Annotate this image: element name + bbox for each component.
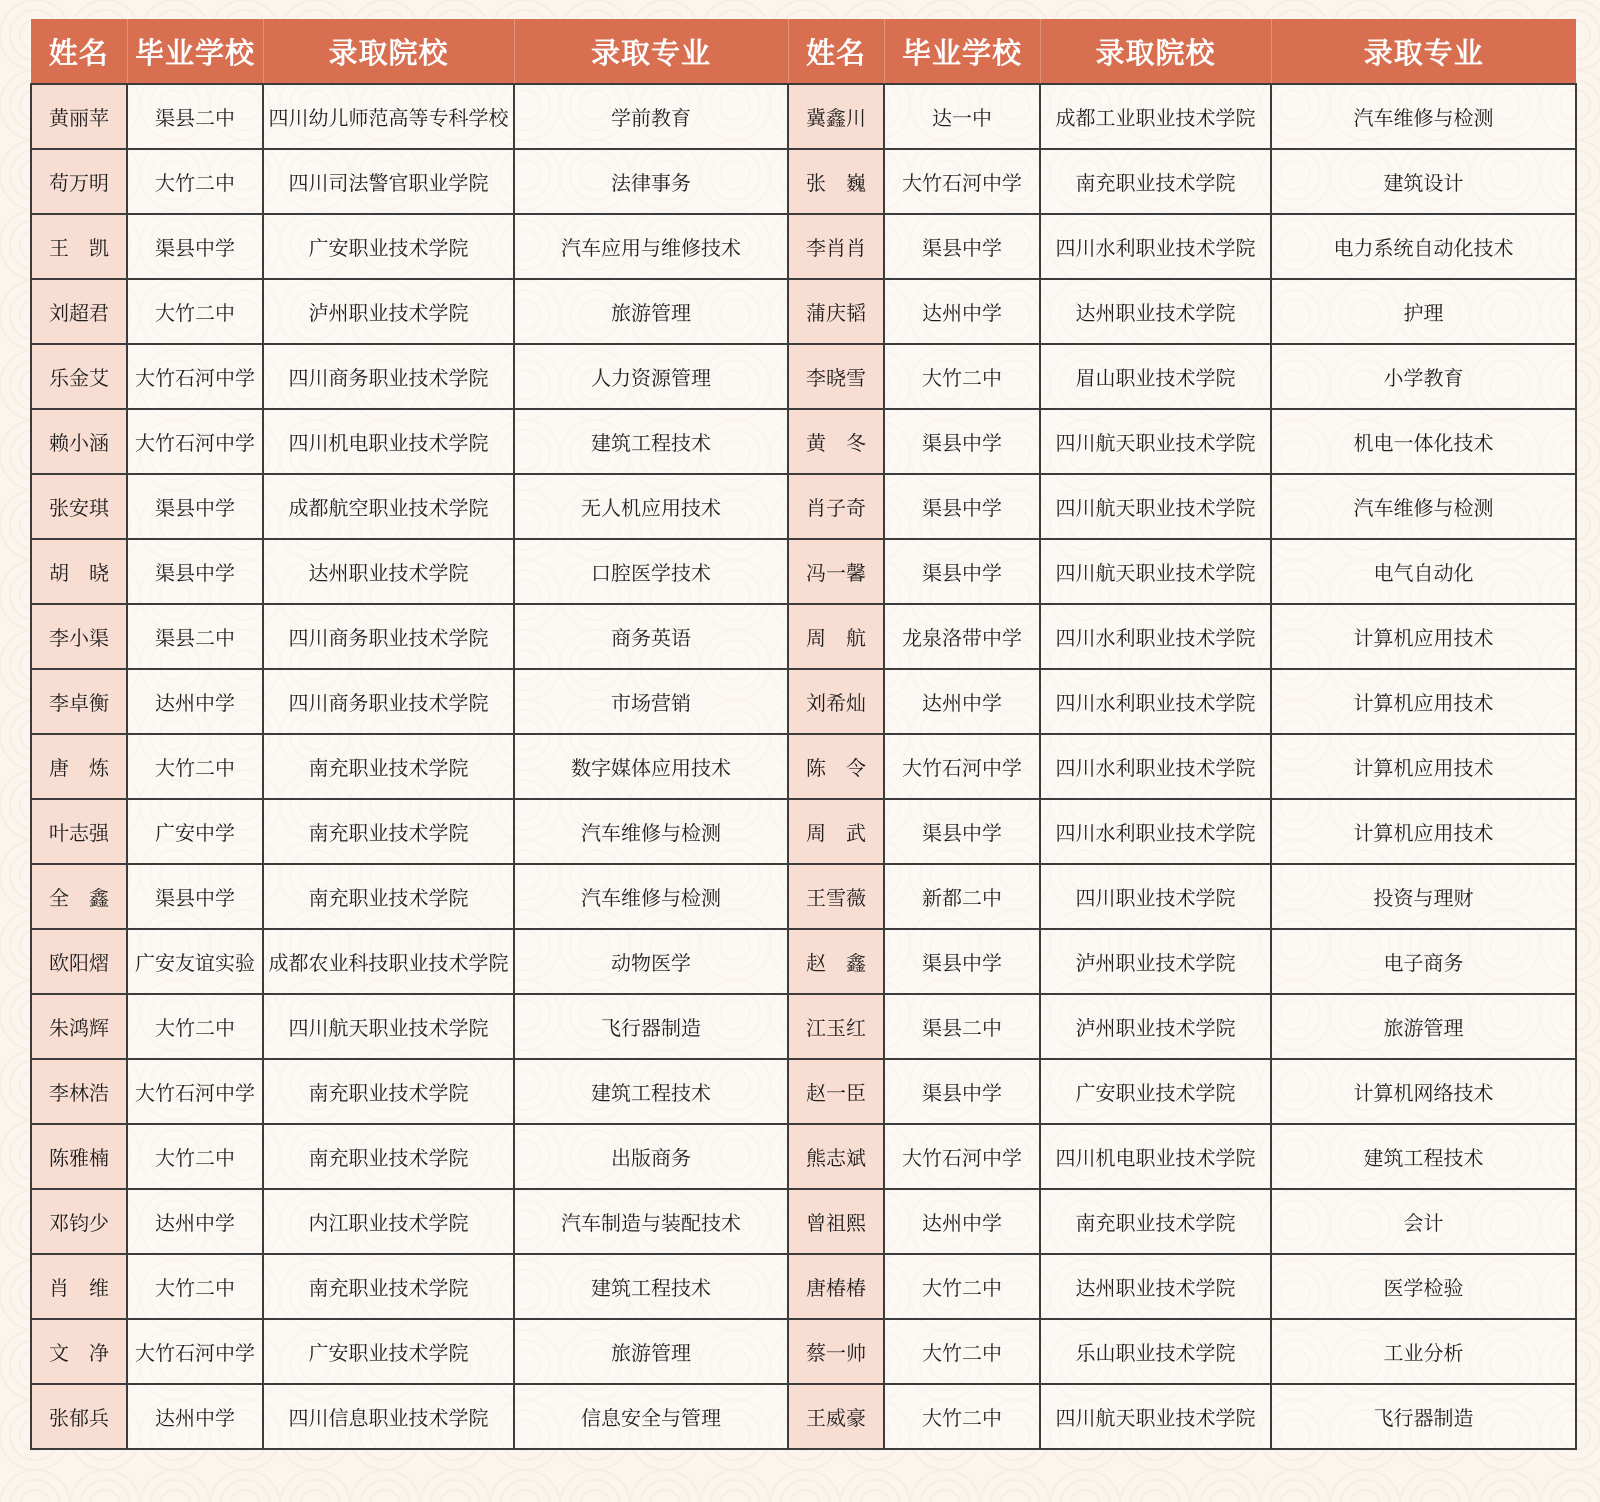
student-name-cell: 乐金艾 [31,344,127,409]
admitted-college-cell: 四川商务职业技术学院 [263,344,514,409]
student-name-cell: 黄丽苹 [31,84,127,149]
table-row [31,279,1576,344]
student-name-cell: 李小渠 [31,604,127,669]
table-row [31,214,1576,279]
admitted-major-2-cell: 电气自动化 [1271,539,1576,604]
admitted-college-cell: 四川幼儿师范高等专科学校 [263,84,514,149]
graduation-school-2-cell: 大竹二中 [884,344,1040,409]
table-row [31,1384,1576,1449]
admitted-college-cell: 内江职业技术学院 [263,1189,514,1254]
admitted-college-2-cell: 南充职业技术学院 [1040,149,1271,214]
student-name-cell: 赖小涵 [31,409,127,474]
admitted-college-cell: 四川司法警官职业学院 [263,149,514,214]
admitted-college-cell: 成都农业科技职业技术学院 [263,929,514,994]
admitted-major-2-cell: 工业分析 [1271,1319,1576,1384]
student-name-2-cell: 周 航 [788,604,884,669]
admitted-major-cell: 建筑工程技术 [514,409,788,474]
header-admitted-major: 录取专业 [514,19,788,84]
table-row [31,669,1576,734]
student-name-cell: 叶志强 [31,799,127,864]
graduation-school-cell: 广安中学 [127,799,263,864]
student-name-cell: 文 净 [31,1319,127,1384]
student-name-2-cell: 陈 令 [788,734,884,799]
table-row [31,1124,1576,1189]
admitted-major-2-cell: 机电一体化技术 [1271,409,1576,474]
admitted-college-cell: 四川航天职业技术学院 [263,994,514,1059]
admitted-major-cell: 市场营销 [514,669,788,734]
graduation-school-2-cell: 渠县中学 [884,799,1040,864]
graduation-school-2-cell: 大竹二中 [884,1384,1040,1449]
admissions-table-wrapper [30,19,1575,1450]
admitted-college-2-cell: 乐山职业技术学院 [1040,1319,1271,1384]
admitted-major-2-cell: 电子商务 [1271,929,1576,994]
student-name-cell: 胡 晓 [31,539,127,604]
student-name-cell: 张郁兵 [31,1384,127,1449]
student-name-cell: 王 凯 [31,214,127,279]
graduation-school-cell: 大竹二中 [127,734,263,799]
header-admitted-major-2: 录取专业 [1271,19,1576,84]
admitted-major-cell: 汽车维修与检测 [514,799,788,864]
header-graduation-school-2: 毕业学校 [884,19,1040,84]
student-name-2-cell: 冯一馨 [788,539,884,604]
admitted-college-2-cell: 四川水利职业技术学院 [1040,799,1271,864]
student-name-2-cell: 王雪薇 [788,864,884,929]
admitted-college-cell: 南充职业技术学院 [263,734,514,799]
table-row [31,1319,1576,1384]
admitted-major-2-cell: 建筑设计 [1271,149,1576,214]
student-name-2-cell: 熊志斌 [788,1124,884,1189]
student-name-2-cell: 王威豪 [788,1384,884,1449]
table-row [31,1189,1576,1254]
admitted-major-cell: 口腔医学技术 [514,539,788,604]
graduation-school-2-cell: 达州中学 [884,669,1040,734]
student-name-cell: 肖 维 [31,1254,127,1319]
student-name-cell: 全 鑫 [31,864,127,929]
graduation-school-2-cell: 达州中学 [884,279,1040,344]
admitted-major-2-cell: 计算机应用技术 [1271,604,1576,669]
graduation-school-cell: 渠县中学 [127,214,263,279]
graduation-school-cell: 大竹石河中学 [127,409,263,474]
student-name-cell: 苟万明 [31,149,127,214]
admitted-major-2-cell: 建筑工程技术 [1271,1124,1576,1189]
admitted-college-2-cell: 四川机电职业技术学院 [1040,1124,1271,1189]
graduation-school-2-cell: 大竹石河中学 [884,1124,1040,1189]
table-row [31,604,1576,669]
student-name-2-cell: 黄 冬 [788,409,884,474]
admitted-major-2-cell: 小学教育 [1271,344,1576,409]
student-name-cell: 张安琪 [31,474,127,539]
table-row [31,1254,1576,1319]
table-row [31,929,1576,994]
student-name-2-cell: 赵 鑫 [788,929,884,994]
header-name-2: 姓名 [788,19,884,84]
admitted-college-cell: 南充职业技术学院 [263,1254,514,1319]
header-admitted-college-2: 录取院校 [1040,19,1271,84]
graduation-school-cell: 大竹二中 [127,994,263,1059]
student-name-cell: 欧阳熠 [31,929,127,994]
graduation-school-2-cell: 渠县中学 [884,929,1040,994]
header-graduation-school: 毕业学校 [127,19,263,84]
admitted-college-2-cell: 四川航天职业技术学院 [1040,539,1271,604]
admitted-major-cell: 旅游管理 [514,1319,788,1384]
graduation-school-cell: 大竹石河中学 [127,1059,263,1124]
admitted-major-2-cell: 电力系统自动化技术 [1271,214,1576,279]
table-row [31,474,1576,539]
graduation-school-2-cell: 大竹二中 [884,1254,1040,1319]
student-name-2-cell: 江玉红 [788,994,884,1059]
admitted-college-cell: 四川机电职业技术学院 [263,409,514,474]
table-row [31,994,1576,1059]
admitted-major-cell: 飞行器制造 [514,994,788,1059]
student-name-cell: 陈雅楠 [31,1124,127,1189]
student-name-2-cell: 肖子奇 [788,474,884,539]
admitted-college-cell: 广安职业技术学院 [263,1319,514,1384]
student-name-cell: 朱鸿辉 [31,994,127,1059]
graduation-school-cell: 渠县中学 [127,539,263,604]
graduation-school-cell: 大竹石河中学 [127,1319,263,1384]
admitted-college-2-cell: 眉山职业技术学院 [1040,344,1271,409]
table-row [31,1059,1576,1124]
table-row [31,344,1576,409]
graduation-school-cell: 渠县二中 [127,604,263,669]
student-name-cell: 唐 炼 [31,734,127,799]
admitted-college-2-cell: 南充职业技术学院 [1040,1189,1271,1254]
admitted-college-cell: 成都航空职业技术学院 [263,474,514,539]
admitted-major-2-cell: 汽车维修与检测 [1271,84,1576,149]
admitted-college-cell: 四川信息职业技术学院 [263,1384,514,1449]
admitted-major-cell: 动物医学 [514,929,788,994]
graduation-school-cell: 达州中学 [127,669,263,734]
header-name: 姓名 [31,19,127,84]
header-admitted-college: 录取院校 [263,19,514,84]
student-name-2-cell: 张 巍 [788,149,884,214]
table-row [31,734,1576,799]
admitted-college-cell: 南充职业技术学院 [263,864,514,929]
admitted-college-2-cell: 泸州职业技术学院 [1040,994,1271,1059]
graduation-school-2-cell: 达州中学 [884,1189,1040,1254]
table-row [31,149,1576,214]
student-name-2-cell: 冀鑫川 [788,84,884,149]
graduation-school-cell: 大竹二中 [127,1124,263,1189]
admitted-major-cell: 旅游管理 [514,279,788,344]
admitted-college-2-cell: 四川航天职业技术学院 [1040,409,1271,474]
student-name-2-cell: 李肖肖 [788,214,884,279]
admitted-college-cell: 南充职业技术学院 [263,1059,514,1124]
admitted-college-cell: 四川商务职业技术学院 [263,669,514,734]
admitted-major-cell: 汽车制造与装配技术 [514,1189,788,1254]
admitted-major-2-cell: 计算机应用技术 [1271,799,1576,864]
admitted-major-2-cell: 汽车维修与检测 [1271,474,1576,539]
admissions-table [30,19,1577,1450]
table-body [31,84,1576,1449]
admitted-major-cell: 无人机应用技术 [514,474,788,539]
admitted-major-cell: 法律事务 [514,149,788,214]
admitted-college-cell: 广安职业技术学院 [263,214,514,279]
admitted-major-cell: 建筑工程技术 [514,1059,788,1124]
student-name-cell: 李林浩 [31,1059,127,1124]
admitted-major-cell: 出版商务 [514,1124,788,1189]
admitted-college-2-cell: 四川水利职业技术学院 [1040,734,1271,799]
student-name-2-cell: 刘希灿 [788,669,884,734]
graduation-school-cell: 大竹二中 [127,149,263,214]
student-name-2-cell: 蔡一帅 [788,1319,884,1384]
admitted-college-2-cell: 四川航天职业技术学院 [1040,1384,1271,1449]
admitted-college-2-cell: 四川水利职业技术学院 [1040,214,1271,279]
student-name-2-cell: 李晓雪 [788,344,884,409]
admitted-major-2-cell: 计算机应用技术 [1271,734,1576,799]
admitted-major-cell: 数字媒体应用技术 [514,734,788,799]
admitted-college-cell: 泸州职业技术学院 [263,279,514,344]
admitted-college-cell: 南充职业技术学院 [263,799,514,864]
graduation-school-2-cell: 龙泉洛带中学 [884,604,1040,669]
admitted-college-cell: 达州职业技术学院 [263,539,514,604]
graduation-school-2-cell: 大竹二中 [884,1319,1040,1384]
graduation-school-cell: 渠县二中 [127,84,263,149]
admitted-major-2-cell: 投资与理财 [1271,864,1576,929]
student-name-2-cell: 蒲庆韬 [788,279,884,344]
admitted-college-2-cell: 泸州职业技术学院 [1040,929,1271,994]
admitted-college-2-cell: 四川水利职业技术学院 [1040,604,1271,669]
admitted-major-cell: 学前教育 [514,84,788,149]
graduation-school-cell: 达州中学 [127,1384,263,1449]
admitted-major-cell: 汽车维修与检测 [514,864,788,929]
graduation-school-2-cell: 渠县二中 [884,994,1040,1059]
student-name-cell: 李卓衡 [31,669,127,734]
graduation-school-cell: 大竹二中 [127,279,263,344]
table-row [31,864,1576,929]
graduation-school-cell: 渠县中学 [127,474,263,539]
admitted-major-cell: 商务英语 [514,604,788,669]
student-name-cell: 刘超君 [31,279,127,344]
table-header-row [31,19,1576,84]
admitted-major-2-cell: 计算机网络技术 [1271,1059,1576,1124]
admitted-college-2-cell: 达州职业技术学院 [1040,279,1271,344]
admitted-major-2-cell: 计算机应用技术 [1271,669,1576,734]
admitted-college-cell: 南充职业技术学院 [263,1124,514,1189]
graduation-school-2-cell: 渠县中学 [884,539,1040,604]
admitted-major-2-cell: 医学检验 [1271,1254,1576,1319]
admitted-college-2-cell: 四川职业技术学院 [1040,864,1271,929]
admitted-college-2-cell: 广安职业技术学院 [1040,1059,1271,1124]
admitted-major-cell: 人力资源管理 [514,344,788,409]
graduation-school-cell: 渠县中学 [127,864,263,929]
student-name-2-cell: 周 武 [788,799,884,864]
student-name-cell: 邓钧少 [31,1189,127,1254]
admitted-major-2-cell: 会计 [1271,1189,1576,1254]
graduation-school-cell: 大竹石河中学 [127,344,263,409]
graduation-school-2-cell: 新都二中 [884,864,1040,929]
table-row [31,539,1576,604]
admitted-college-2-cell: 四川水利职业技术学院 [1040,669,1271,734]
admitted-college-2-cell: 成都工业职业技术学院 [1040,84,1271,149]
admitted-college-2-cell: 四川航天职业技术学院 [1040,474,1271,539]
student-name-2-cell: 赵一臣 [788,1059,884,1124]
table-row [31,409,1576,474]
admitted-major-2-cell: 旅游管理 [1271,994,1576,1059]
graduation-school-2-cell: 达一中 [884,84,1040,149]
admitted-major-2-cell: 护理 [1271,279,1576,344]
graduation-school-2-cell: 大竹石河中学 [884,149,1040,214]
student-name-2-cell: 曾祖熙 [788,1189,884,1254]
admitted-major-2-cell: 飞行器制造 [1271,1384,1576,1449]
admitted-major-cell: 信息安全与管理 [514,1384,788,1449]
graduation-school-2-cell: 渠县中学 [884,214,1040,279]
student-name-2-cell: 唐椿椿 [788,1254,884,1319]
graduation-school-2-cell: 渠县中学 [884,474,1040,539]
graduation-school-2-cell: 渠县中学 [884,1059,1040,1124]
admitted-college-2-cell: 达州职业技术学院 [1040,1254,1271,1319]
graduation-school-cell: 大竹二中 [127,1254,263,1319]
admitted-major-cell: 建筑工程技术 [514,1254,788,1319]
table-row [31,799,1576,864]
admitted-major-cell: 汽车应用与维修技术 [514,214,788,279]
graduation-school-2-cell: 大竹石河中学 [884,734,1040,799]
graduation-school-cell: 广安友谊实验 [127,929,263,994]
graduation-school-2-cell: 渠县中学 [884,409,1040,474]
graduation-school-cell: 达州中学 [127,1189,263,1254]
admitted-college-cell: 四川商务职业技术学院 [263,604,514,669]
table-row [31,84,1576,149]
